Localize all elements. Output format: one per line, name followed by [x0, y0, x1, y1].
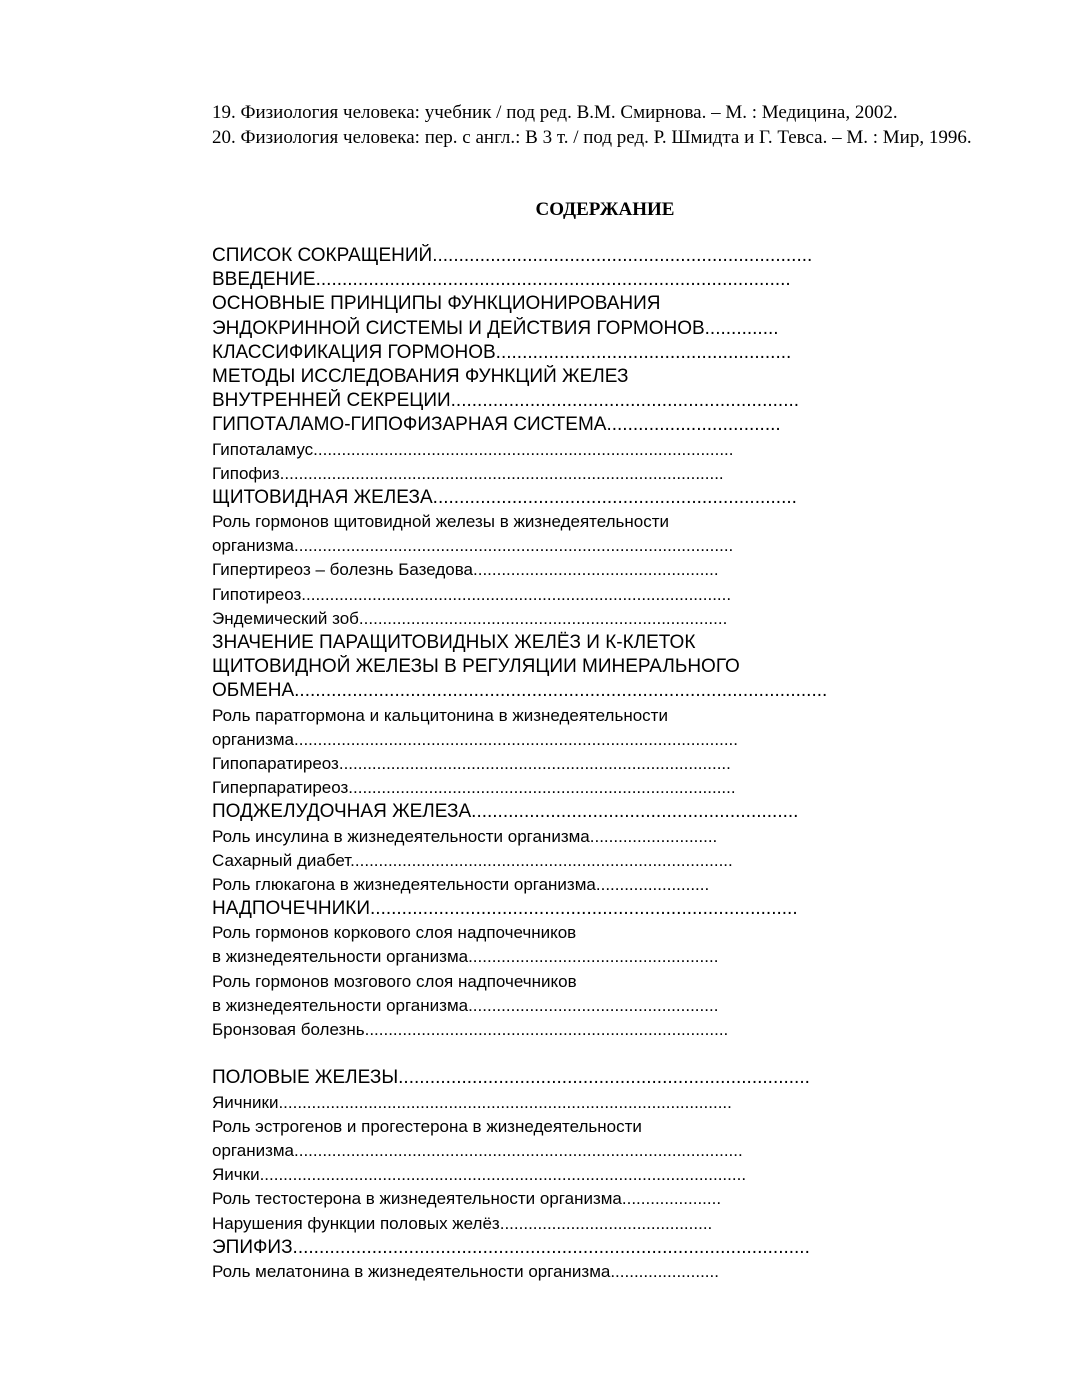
toc-entry: КЛАССИФИКАЦИЯ ГОРМОНОВ........................................................ [212, 341, 792, 363]
toc-entry: ЭНДОКРИННОЙ СИСТЕМЫ И ДЕЙСТВИЯ ГОРМОНОВ.............. [212, 317, 779, 339]
toc-entry: ЩИТОВИДНАЯ ЖЕЛЕЗА..................................................................... [212, 486, 797, 508]
toc-spacer [212, 1042, 852, 1066]
reference-19: 19. Физиология человека: учебник / под ред. В.М. Смирнова. – М. : Медицина, 2002. [212, 102, 898, 123]
toc-entry: организма.............................................................................................. [212, 729, 738, 749]
toc-entry: Гипертиреоз – болезнь Базедова.................................................... [212, 560, 719, 580]
toc-entry: Бронзовая болезнь............................................................................. [212, 1020, 729, 1039]
toc-entry: Роль гормонов мозгового слоя надпочечников [212, 971, 577, 991]
toc-entry: Гипофиз.............................................................................................. [212, 463, 724, 483]
toc-entry: Роль тестостерона в жизнедеятельности организма..................... [212, 1189, 722, 1209]
toc-entry: ЗНАЧЕНИЕ ПАРАЩИТОВИДНЫХ ЖЕЛЁЗ И К-КЛЕТОК [212, 632, 696, 653]
toc-entry: ОБМЕНА..................................................................................................... [212, 680, 828, 702]
toc-entry: Гипопаратиреоз................................................................................... [212, 753, 731, 773]
toc-entry: Роль глюкагона в жизнедеятельности организма........................ [212, 874, 710, 894]
toc-entry: Гипоталамус......................................................................................... [212, 439, 734, 459]
toc-entry: ЩИТОВИДНОЙ ЖЕЛЕЗЫ В РЕГУЛЯЦИИ МИНЕРАЛЬНОГО [212, 656, 740, 678]
toc-entry: ПОЛОВЫЕ ЖЕЛЕЗЫ.............................................................................. [212, 1067, 810, 1089]
toc-entry: ОСНОВНЫЕ ПРИНЦИПЫ ФУНКЦИОНИРОВАНИЯ [212, 293, 661, 315]
toc-entry: Роль мелатонина в жизнедеятельности организма....................... [212, 1261, 719, 1281]
toc-entry: ПОДЖЕЛУДОЧНАЯ ЖЕЛЕЗА.............................................................. [212, 801, 799, 823]
toc-entry: ГИПОТАЛАМО-ГИПОФИЗАРНАЯ СИСТЕМА................................. [212, 414, 781, 436]
toc-entry: в жизнедеятельности организма..................................................... [212, 947, 719, 967]
toc-entry: МЕТОДЫ ИССЛЕДОВАНИЯ ФУНКЦИЙ ЖЕЛЕЗ [212, 365, 629, 387]
toc-entry: Роль эстрогенов и прогестерона в жизнедеятельности [212, 1116, 642, 1136]
toc-entry: Гипотиреоз........................................................................................... [212, 584, 732, 604]
toc-entry: организма............................................................................................. [212, 536, 734, 556]
toc-entry: ЭПИФИЗ.................................................................................................. [212, 1236, 810, 1258]
toc-entry: Роль гормонов коркового слоя надпочечников [212, 923, 577, 943]
toc-entry: Нарушения функции половых желёз............................................. [212, 1213, 713, 1233]
references-list [150, 100, 1000, 150]
toc-entry: организма............................................................................................... [212, 1140, 743, 1160]
toc-entry: Эндемический зоб.............................................................................. [212, 608, 728, 628]
toc-entry: Роль паратгормона и кальцитонина в жизнедеятельности [212, 705, 668, 725]
toc-entry: Роль инсулина в жизнедеятельности организма........................... [212, 826, 718, 846]
toc-entry: НАДПОЧЕЧНИКИ................................................................................. [212, 898, 798, 920]
toc-entry: СПИСОК СОКРАЩЕНИЙ........................................................................ [212, 245, 813, 266]
reference-20: 20. Физиология человека: пер. с англ.: В 3 т. / под ред. Р. Шмидта и Г. Тевса. – М. : Мир, 1996. [212, 127, 972, 148]
toc-entry: Гиперпаратиреоз.................................................................................. [212, 778, 736, 798]
toc-entry: ВНУТРЕННЕЙ СЕКРЕЦИИ.................................................................. [212, 390, 800, 412]
table-of-contents [212, 244, 852, 1284]
toc-entry: ВВЕДЕНИЕ.......................................................................................... [212, 269, 791, 291]
toc-entry: Сахарный диабет................................................................................. [212, 850, 733, 870]
toc-entry: Яичники................................................................................................ [212, 1092, 732, 1112]
toc-title: СОДЕРЖАНИЕ [535, 199, 675, 220]
toc-entry: в жизнедеятельности организма..................................................... [212, 995, 719, 1015]
toc-entry: Яички....................................................................................................... [212, 1165, 747, 1185]
toc-entry: Роль гормонов щитовидной железы в жизнедеятельности [212, 512, 670, 532]
